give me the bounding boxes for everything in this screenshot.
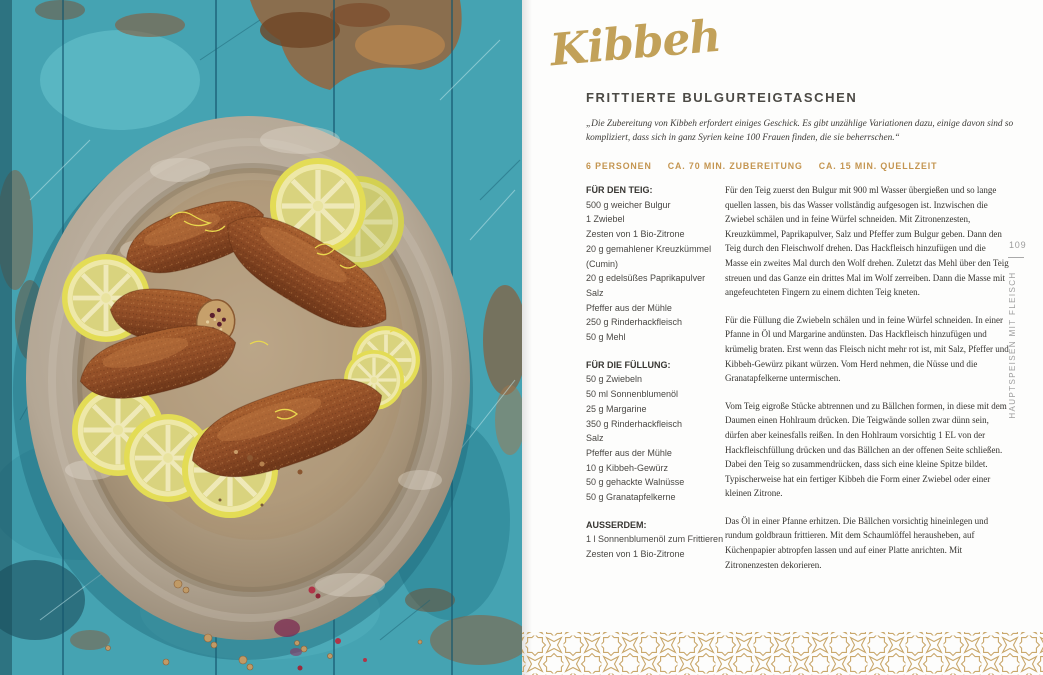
ingredient-line: Salz (586, 287, 604, 298)
ingredient-line: Zesten von 1 Bio-Zitrone (586, 549, 685, 560)
ingredient-group-heading: AUSSERDEM: (586, 519, 647, 530)
ingredient-line: 25 g Margarine (586, 403, 647, 414)
instruction-paragraph: Das Öl in einer Pfanne erhitzen. Die Bällchen vorsichtig hineinlegen und rundum goldbraun frittieren. Mit dem Schaumlöffel herausheben, auf Küchenpapier abtropfen lassen und auf einer Platte anrichten. Mit Zitronenzesten dekorieren. (725, 515, 989, 570)
ingredients-column (586, 183, 728, 575)
ingredient-line: 1 Zwiebel (586, 214, 625, 225)
ingredient-line: 50 g gehackte Walnüsse (586, 477, 685, 488)
ingredient-list (586, 198, 728, 345)
ingredient-line: 350 g Rinderhackfleisch (586, 418, 683, 429)
instructions-column (725, 183, 1009, 585)
recipe-meta (586, 161, 937, 171)
ingredient-line: 250 g Rinderhackfleisch (586, 317, 683, 328)
recipe-quote: „Die Zubereitung von Kibbeh erfordert einiges Geschick. Es gibt unzählige Variationen dazu, einige davon sind so kompliziert, dass sich in ganz Syrien keine 100 Frauen finden, die sie beherrschen.“ (586, 119, 1014, 143)
ingredient-line: Salz (586, 433, 604, 444)
ingredient-line: 50 ml Sonnenblumenöl (586, 389, 679, 400)
ingredient-line: 500 g weicher Bulgur (586, 199, 671, 210)
dish-script-title: Kibbeh (548, 10, 723, 77)
ingredient-list (586, 372, 728, 504)
ingredient-line: Zesten von 1 Bio-Zitrone (586, 229, 685, 240)
soak-time: CA. 15 MIN. QUELLZEIT (818, 161, 938, 171)
chapter-side-label: HAUPTSPEISEN MIT FLEISCH (1008, 271, 1017, 419)
geometric-border-pattern (522, 632, 1043, 675)
ingredient-group-heading: FÜR DIE FÜLLUNG: (586, 359, 671, 370)
recipe-title: FRITTIERTE BULGURTEIGTASCHEN (586, 90, 858, 105)
instruction-paragraph: Vom Teig eigroße Stücke abtrennen und zu Bällchen formen, in diese mit dem Daumen einen Hohlraum drücken. Die Teigwände sollen zwar dünn sein, dürfen aber keinesfalls reißen. In den Hohlraum vorsichtig 1 EL von der Hackfleischfüllung drücken und das Bällchen an der offenen Seite schließen. Dabei den Teig so zusammendrücken, dass sich eine kleine Spitze bildet. Typischerweise hat ein fertiger Kibbeh die Form einer Zwiebel oder einer kleinen Zitrone. (725, 400, 1007, 499)
ingredient-line: (Cumin) (586, 258, 619, 269)
ingredient-line: Pfeffer aus der Mühle (586, 302, 672, 313)
ingredient-line: 1 l Sonnenblumenöl zum Frittieren (586, 534, 724, 545)
ingredient-line: 50 g Mehl (586, 332, 626, 343)
ingredient-line: 50 g Granatapfelkerne (586, 492, 676, 503)
ingredient-list (586, 532, 728, 561)
ingredient-line: 20 g edelsüßes Paprikapulver (586, 273, 706, 284)
ingredient-line: Pfeffer aus der Mühle (586, 447, 672, 458)
instruction-paragraph: Für die Füllung die Zwiebeln schälen und in feine Würfel schneiden. In einer Pfanne in Öl und Margarine andünsten. Das Hackfleisch hinzufügen und krümelig braten. Erst wenn das Fleisch nicht mehr rot ist, mit Salz, Pfeffer und Kibbeh-Gewürz pikant würzen. Vom Herd nehmen, die Nüsse und die Granatapfelkerne untermischen. (725, 314, 1009, 384)
page-number: 109 (1009, 240, 1027, 250)
pomegranate-juice-stain (274, 619, 300, 637)
ingredient-group-heading: FÜR DEN TEIG: (586, 185, 653, 195)
ingredient-group-filling (586, 358, 728, 505)
prep-time: CA. 70 MIN. ZUBEREITUNG (667, 161, 803, 171)
ingredient-line: 50 g Zwiebeln (586, 374, 643, 385)
instruction-paragraph: Für den Teig zuerst den Bulgur mit 900 ml Wasser übergießen und so lange quellen lassen, bis das Wasser vollständig aufgesogen ist. Inzwischen die Zwiebel schälen und in feine Würfel schneiden. Mit Zitronenzesten, Kreuzkümmel, Paprikapulver, Salz und Pfeffer zum Bulgur geben. Dann den Teig durch den Fleischwolf drehen. Das Hackfleisch hinzufügen und die Masse ein zweites Mal durch den Wolf drehen. Zuletzt das Mehl über den Teig streuen und das Ganze ein drittes Mal im Wolf zerreiben. Dann die Masse mit angefeuchteten Fingern zu einem dichten Teig kneten. (725, 185, 1009, 298)
ingredient-group-dough (586, 183, 728, 345)
recipe-page (522, 0, 1043, 675)
servings: 6 PERSONEN (586, 161, 652, 171)
ingredient-group-additional (586, 518, 728, 562)
ingredient-line: 20 g gemahlener Kreuzkümmel (586, 243, 712, 254)
page-gutter-shadow (522, 0, 532, 675)
page-number-rule (1008, 257, 1024, 258)
ingredient-line: 10 g Kibbeh-Gewürz (586, 462, 669, 473)
